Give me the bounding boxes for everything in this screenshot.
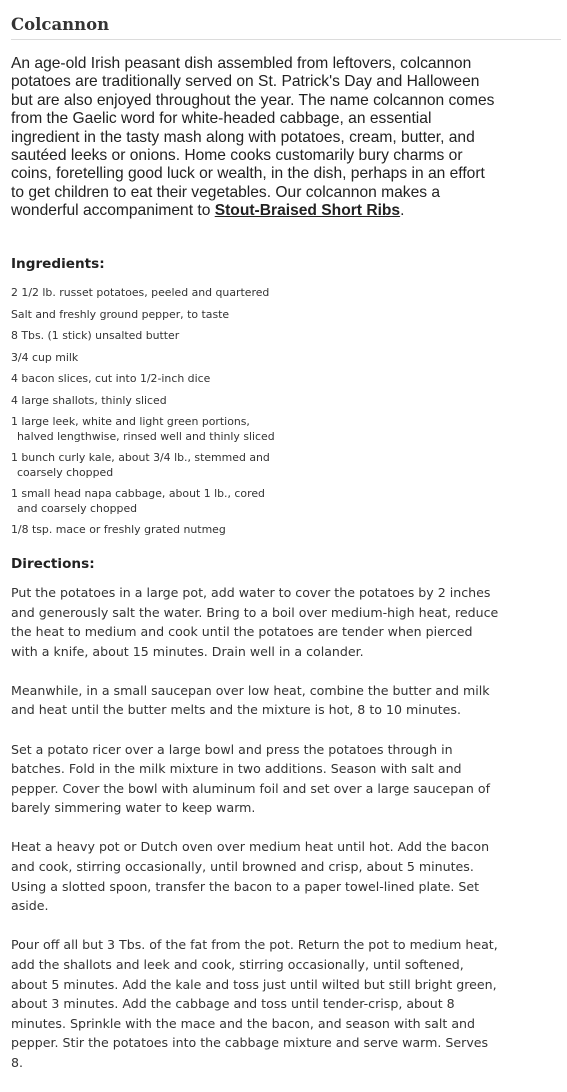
direction-step: Set a potato ricer over a large bowl and press the potatoes through in batches. Fold in the milk mixture in two additions. Season with salt and pepper. Cover the bowl with aluminum foil and set over a large saucepan of barely simmering water to keep warm. [11,741,491,816]
ingredients-heading: Ingredients: [11,256,105,272]
direction-step: Meanwhile, in a small saucepan over low heat, combine the butter and milk and heat until the butter melts and the mixture is hot, 8 to 10 minutes. [11,682,490,718]
ingredient-item: Salt and freshly ground pepper, to taste [11,307,230,321]
intro-text: An age-old Irish peasant dish assembled from leftovers, colcannon potatoes are traditionally served on St. Patrick's Day and Halloween but are also enjoyed throughout the year. The name colcannon comes from the Gaelic word for white-headed cabbage, an essential ingredient in the tasty mash along with potatoes, cream, butter, and sautéed leeks or onions. Home cooks customarily bury charms or coins, foretelling good luck or wealth, in the dish, perhaps in an effort to get children to eat their vegetables. Our colcannon makes a wonderful accompaniment to [11,55,495,220]
ingredient-item: 1 bunch curly kale, about 3/4 lb., stemmed and coarsely chopped [11,451,270,479]
intro-end: . [400,202,405,220]
ingredient-item: 3/4 cup milk [11,350,79,364]
recipe-title: Colcannon [11,14,561,40]
recipe-intro [11,55,496,221]
directions-list [11,583,501,1092]
stout-braised-short-ribs-link[interactable]: Stout-Braised Short Ribs [214,202,401,220]
direction-step: Pour off all but 3 Tbs. of the fat from the pot. Return the pot to medium heat, add the shallots and leek and cook, stirring occasionally, until softened, about 5 minutes. Add the kale and toss just until wilted but still bright green, about 3 minutes. Add the cabbage and toss until tender-crisp, about 8 minutes. Sprinkle with the mace and the bacon, and season with salt and pepper. Stir the potatoes into the cabbage mixture and serve warm. Serves 8. [11,937,498,1070]
ingredient-item: 4 bacon slices, cut into 1/2-inch dice [11,372,211,385]
ingredient-item: 8 Tbs. (1 stick) unsalted butter [11,329,180,342]
direction-step: Put the potatoes in a large pot, add water to cover the potatoes by 2 inches and generously salt the water. Bring to a boil over medium-high heat, reduce the heat to medium and cook until the potatoes are tender when pierced with a knife, about 15 minutes. Drain well in a colander. [11,585,499,659]
ingredient-item: 1 small head napa cabbage, about 1 lb., cored and coarsely chopped [11,487,265,515]
ingredient-item: 4 large shallots, thinly sliced [11,393,167,407]
ingredients-list [11,286,281,545]
ingredient-item: 1/8 tsp. mace or freshly grated nutmeg [11,523,226,536]
ingredient-item: 2 1/2 lb. russet potatoes, peeled and quartered [11,286,270,299]
ingredient-item: 1 large leek, white and light green portions, halved lengthwise, rinsed well and thinly sliced [11,415,275,443]
direction-step: Heat a heavy pot or Dutch oven over medium heat until hot. Add the bacon and cook, stirring occasionally, until browned and crisp, about 5 minutes. Using a slotted spoon, transfer the bacon to a paper towel-lined plate. Set aside. [11,839,490,914]
directions-heading: Directions: [11,556,95,572]
